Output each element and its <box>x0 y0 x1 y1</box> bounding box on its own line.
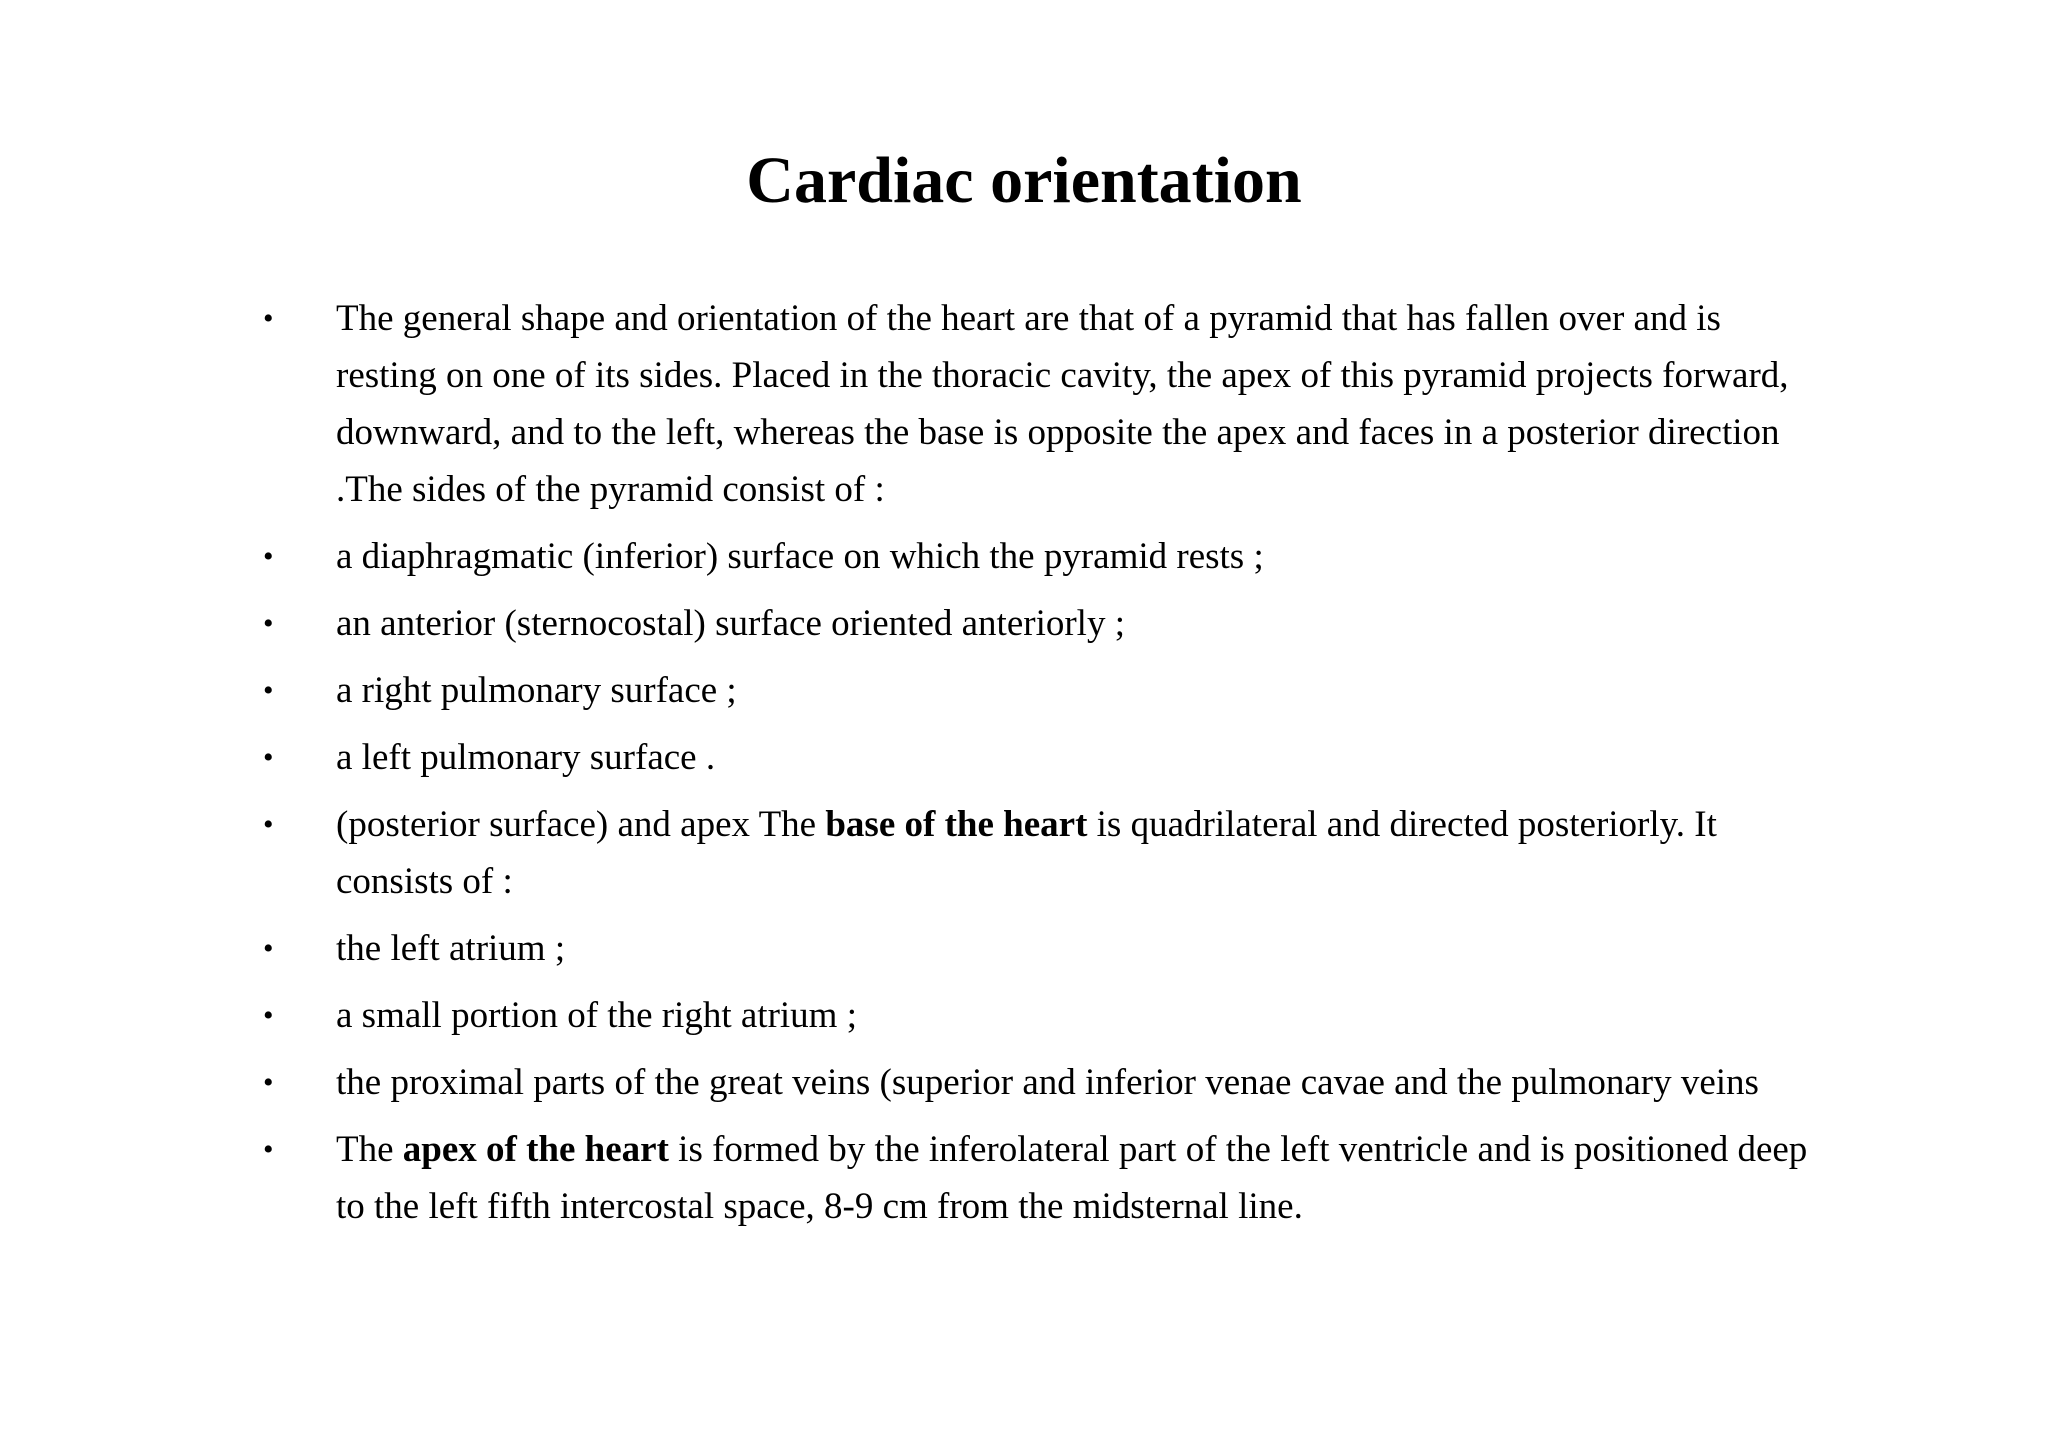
text-run: a small portion of the right atrium ; <box>336 995 857 1036</box>
bullet-text <box>336 536 1264 577</box>
text-run: a diaphragmatic (inferior) surface on which the pyramid rests ; <box>336 536 1264 577</box>
text-run: an anterior (sternocostal) surface oriented anteriorly ; <box>336 603 1125 644</box>
bullet-text <box>336 603 1125 644</box>
list-item <box>263 595 1823 652</box>
bullet-text <box>336 670 737 711</box>
text-run: (posterior surface) and apex The <box>336 804 826 845</box>
text-run: is formed by the inferolateral part of the left ventricle and is positioned deep to the left fifth intercostal space, 8-9 cm from the midsternal line. <box>336 1129 1808 1227</box>
text-run: the left atrium ; <box>336 928 566 969</box>
bullet-icon: • <box>263 1066 274 1099</box>
bold-term: apex of the heart <box>402 1129 669 1170</box>
bullet-icon: • <box>263 808 274 841</box>
bullet-icon: • <box>263 540 274 573</box>
bullet-text <box>336 1129 1807 1227</box>
bullet-icon: • <box>263 674 274 707</box>
text-run: a left pulmonary surface . <box>336 737 716 778</box>
bullet-text <box>336 737 715 778</box>
list-item <box>263 729 1823 786</box>
bullet-list <box>263 290 1823 1245</box>
bullet-icon: • <box>263 741 274 774</box>
text-run: The <box>336 1129 403 1170</box>
list-item <box>263 290 1823 518</box>
list-item <box>263 528 1823 585</box>
bullet-text <box>336 1062 1759 1103</box>
bullet-text <box>336 928 565 969</box>
bullet-text <box>336 804 1717 902</box>
list-item <box>263 987 1823 1044</box>
bullet-text <box>336 995 857 1036</box>
list-item <box>263 662 1823 719</box>
text-run: is quadrilateral and directed posteriorly. It consists of : <box>336 804 1717 902</box>
list-item <box>263 920 1823 977</box>
text-run: The general shape and orientation of the heart are that of a pyramid that has fallen over and is resting on one of its sides. Placed in the thoracic cavity, the apex of this pyramid projects forward, downward, and to the left, whereas the base is opposite the apex and faces in a posterior direction .The sides of the pyramid consist of : <box>336 298 1789 510</box>
bullet-icon: • <box>263 607 274 640</box>
bullet-icon: • <box>263 302 274 335</box>
bullet-text <box>336 298 1789 510</box>
list-item <box>263 1121 1823 1235</box>
text-run: the proximal parts of the great veins (superior and inferior venae cavae and the pulmonary veins <box>336 1062 1759 1103</box>
list-item <box>263 796 1823 910</box>
text-run: a right pulmonary surface ; <box>336 670 737 711</box>
bold-term: base of the heart <box>825 804 1088 845</box>
list-item <box>263 1054 1823 1111</box>
bullet-icon: • <box>263 1133 274 1166</box>
bullet-icon: • <box>263 932 274 965</box>
page-title: Cardiac orientation <box>746 144 1302 217</box>
bullet-icon: • <box>263 999 274 1032</box>
